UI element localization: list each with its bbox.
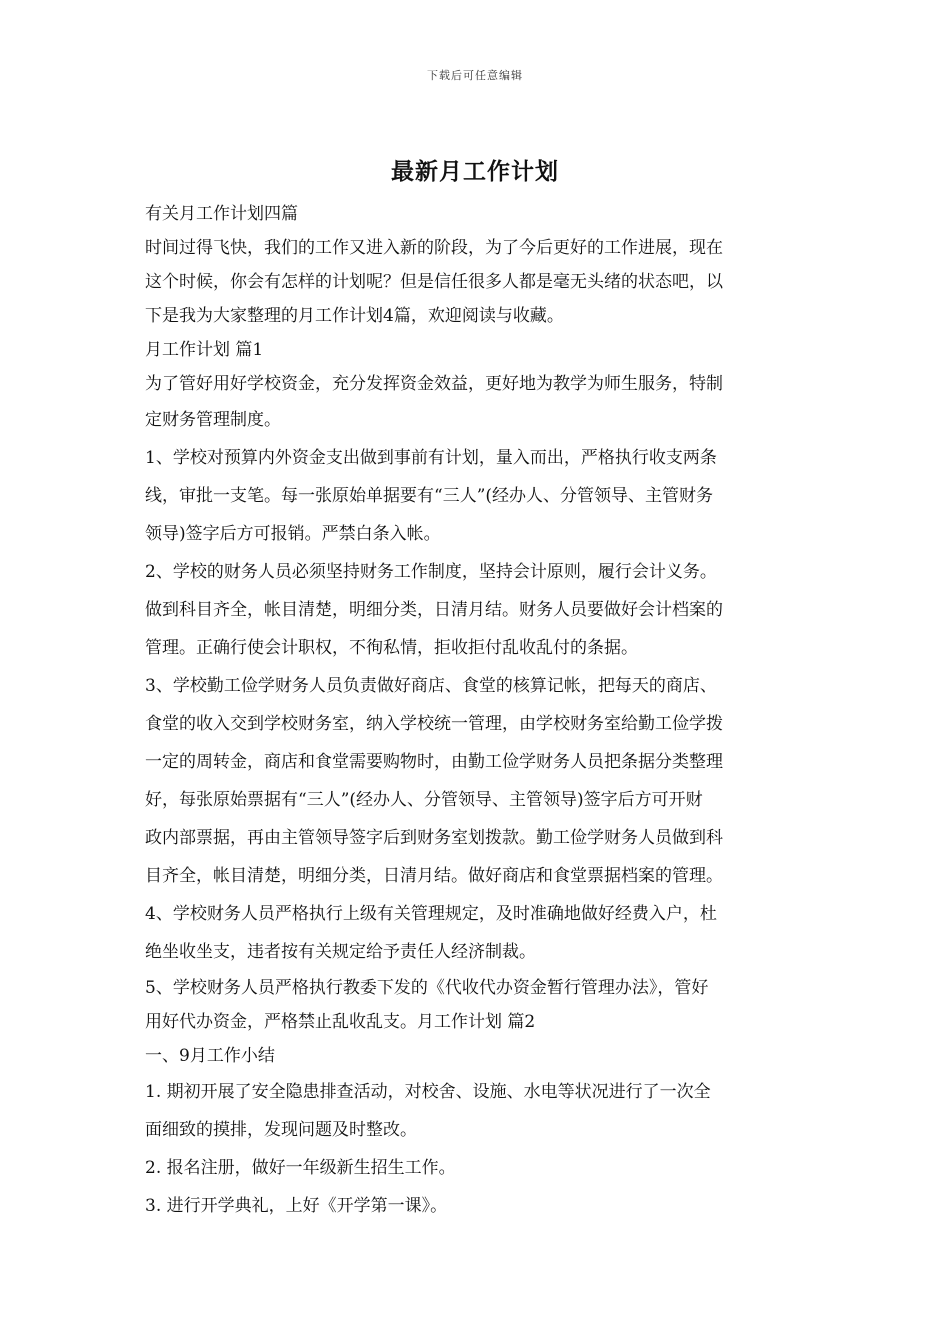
document-body [145,197,811,1225]
text-line: 好，每张原始票据有“三人”(经办人、分管领导、主管领导)签字后方可开财 [145,790,703,810]
subtitle-line: 有关月工作计划四篇 [145,204,298,224]
text-line: 3. 进行开学典礼，上好《开学第一课》。 [145,1196,448,1216]
page-header: 下载后可任意编辑 [427,69,523,82]
text-line: 下是我为大家整理的月工作计划4篇，欢迎阅读与收藏。 [145,306,564,326]
text-line: 4、学校财务人员严格执行上级有关管理规定，及时准确地做好经费入户，杜 [145,904,717,924]
text-line: 1. 期初开展了安全隐患排查活动，对校舍、设施、水电等状况进行了一次全 [145,1082,711,1102]
section-heading: 月工作计划 篇1 [145,340,264,360]
section-heading: 一、9月工作小结 [145,1046,275,1066]
text-line: 时间过得飞快，我们的工作又进入新的阶段，为了今后更好的工作进展，现在 [145,238,723,258]
text-line: 面细致的摸排，发现问题及时整改。 [145,1120,417,1140]
text-line: 一定的周转金，商店和食堂需要购物时，由勤工俭学财务人员把条据分类整理 [145,752,723,772]
text-line: 做到科目齐全，帐目清楚，明细分类，日清月结。财务人员要做好会计档案的 [145,600,723,620]
text-line: 3、学校勤工俭学财务人员负责做好商店、食堂的核算记帐，把每天的商店、 [145,676,717,696]
text-line: 领导)签字后方可报销。严禁白条入帐。 [145,524,441,544]
text-line: 绝坐收坐支，违者按有关规定给予责任人经济制裁。 [145,942,536,962]
text-line: 5、学校财务人员严格执行教委下发的《代收代办资金暂行管理办法》，管好 [145,978,709,998]
text-line: 食堂的收入交到学校财务室，纳入学校统一管理，由学校财务室给勤工俭学拨 [145,714,723,734]
text-line: 1、学校对预算内外资金支出做到事前有计划，量入而出，严格执行收支两条 [145,448,717,468]
text-line: 目齐全，帐目清楚，明细分类，日清月结。做好商店和食堂票据档案的管理。 [145,866,723,886]
text-line: 定财务管理制度。 [145,410,281,430]
text-line: 用好代办资金，严格禁止乱收乱支。月工作计划 篇2 [145,1012,536,1032]
document-title: 最新月工作计划 [391,158,559,185]
text-line: 这个时候，你会有怎样的计划呢？但是信任很多人都是毫无头绪的状态吧，以 [145,272,723,292]
text-line: 2. 报名注册，做好一年级新生招生工作。 [145,1158,456,1178]
text-line: 为了管好用好学校资金，充分发挥资金效益，更好地为教学为师生服务，特制 [145,374,723,394]
text-line: 线，审批一支笔。每一张原始单据要有“三人”(经办人、分管领导、主管财务 [145,486,714,506]
text-line: 2、学校的财务人员必须坚持财务工作制度，坚持会计原则，履行会计义务。 [145,562,717,582]
text-line: 管理。正确行使会计职权，不徇私情，拒收拒付乱收乱付的条据。 [145,638,638,658]
text-line: 政内部票据，再由主管领导签字后到财务室划拨款。勤工俭学财务人员做到科 [145,828,723,848]
